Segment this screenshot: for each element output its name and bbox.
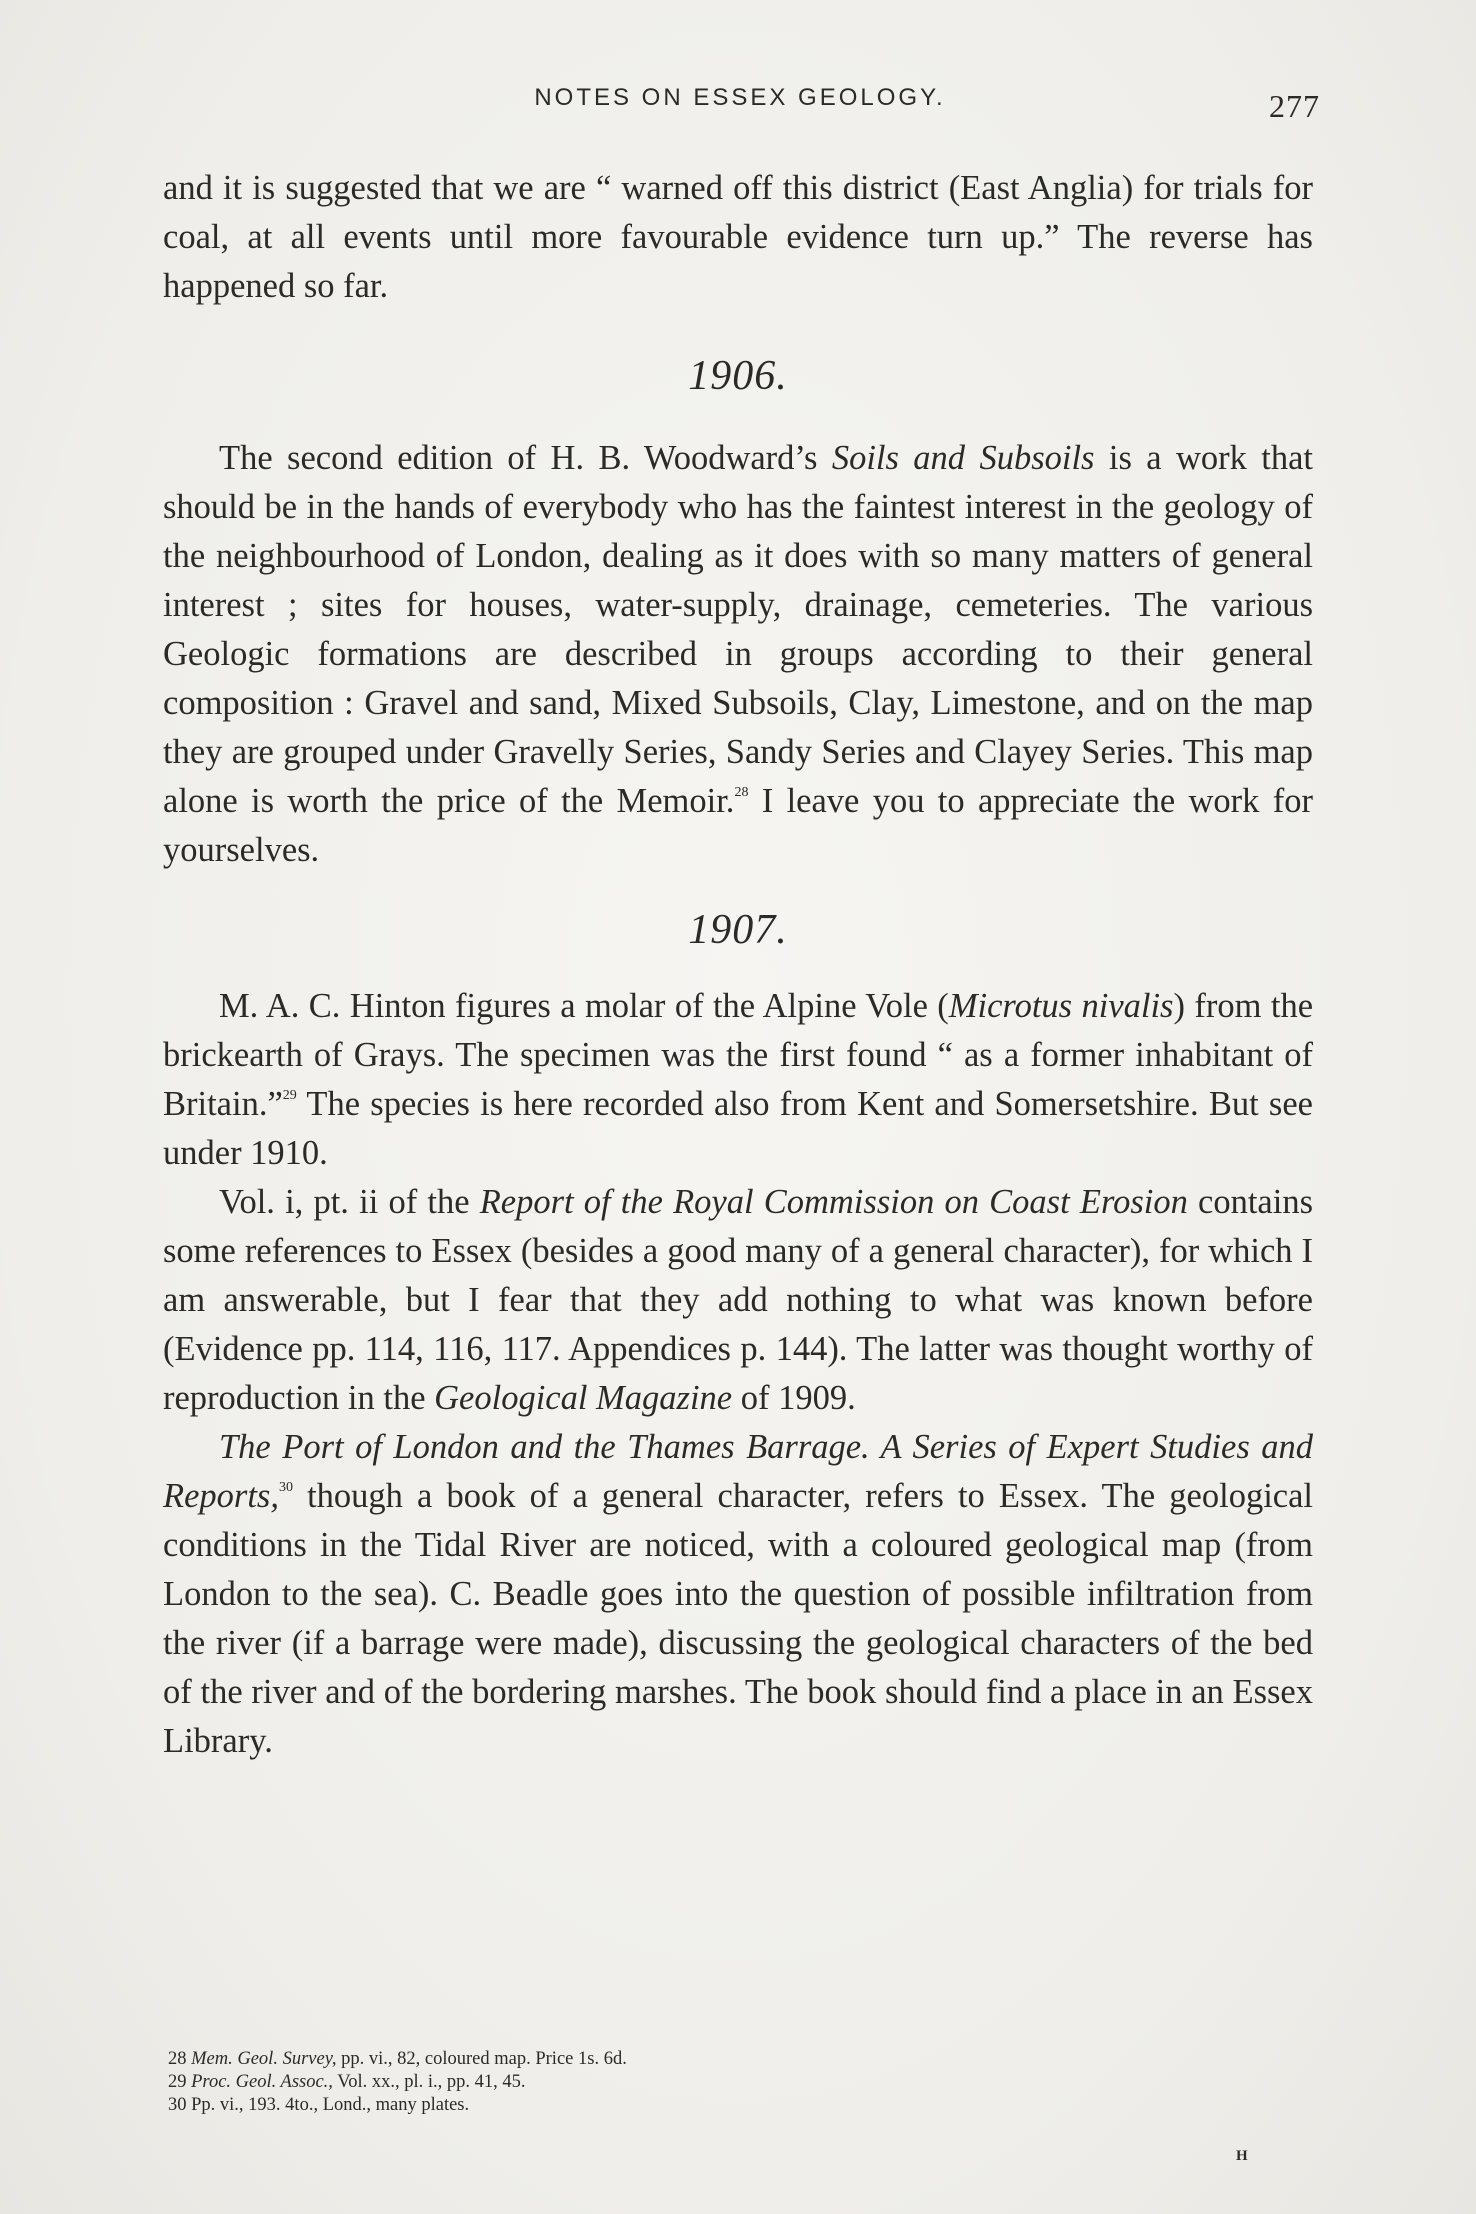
year-heading-1907: 1907. — [688, 907, 788, 953]
text-span: ) from the brickearth of Grays. The specimen was the first found “ as a former inhabitant of Britain.” — [163, 987, 1314, 1123]
year-heading-1906: 1906. — [688, 353, 788, 399]
footnote-29 — [168, 2071, 1168, 2094]
paragraph-coast-erosion — [163, 1178, 1313, 1423]
footnote-ref-28: 28 — [734, 785, 749, 800]
footnote-text: Pp. vi., 193. 4to., Lond., many plates. — [191, 2095, 470, 2115]
running-head: NOTES ON ESSEX GEOLOGY. — [534, 84, 946, 111]
paragraph-soils-and-subsoils — [163, 434, 1313, 875]
footnote-text: Vol. xx., pl. i., pp. 41, 45. — [332, 2072, 526, 2092]
text-span: though a book of a general character, refers to Essex. The geological conditions in the Tidal River are noticed, with a coloured geological map (from London to the sea). C. Beadle goes into the question of possible infiltration from the river (if a barrage were made), discussing the geological characters of the bed of the river and of the bordering marshes. The book should find a place in an Essex Library. — [163, 1477, 1313, 1760]
book-title: Soils and Subsoils — [831, 439, 1095, 477]
text-span: The second edition of H. B. Woodward’s — [219, 439, 832, 477]
text-span: Vol. i, pt. ii of the — [219, 1183, 480, 1221]
footnote-number: 28 — [168, 2049, 187, 2069]
body-text — [163, 164, 1313, 1766]
text-span: of 1909. — [732, 1379, 856, 1417]
text-span: I leave you to appreciate the work for yourselves. — [163, 782, 1313, 869]
paragraph-continuation: and it is suggested that we are “ warned off this district (East Anglia) for trials for coal, at all events until more favourable evidence turn up.” The reverse has happened so far. — [163, 169, 1313, 305]
text-span: contains some references to Essex (besides a good many of a general character), for which I am answerable, but I fear that they add nothing to what was known before (Evidence pp. 114, 116, 117. Appendices p. 144). The latter was thought worthy of reproduction in the — [163, 1183, 1314, 1417]
text-span: is a work that should be in the hands of everybody who has the faintest interest in the geology of the neighbourhood of London, dealing as it does with so many matters of general interest ; sites for houses, water-supply, drainage, cemeteries. The various Geologic formations are described in groups according to their general composition : Gravel and sand, Mixed Subsoils, Clay, Limestone, and on the map they are grouped under Gravelly Series, Sandy Series and Clayey Series. This map alone is worth the price of the Memoir. — [163, 439, 1313, 820]
report-title: Report of the Royal Commission on Coast Erosion — [479, 1183, 1188, 1221]
text-span: M. A. C. Hinton figures a molar of the Alpine Vole ( — [219, 987, 949, 1025]
footnote-text: pp. vi., 82, coloured map. Price 1s. 6d. — [336, 2049, 627, 2069]
footnote-number: 30 — [168, 2095, 187, 2115]
footnote-30 — [168, 2094, 1168, 2117]
paragraph-port-of-london — [163, 1423, 1313, 1766]
footnote-ref-29: 29 — [282, 1088, 297, 1103]
book-title: The Port of London and the Thames Barrage. A Series of Expert Studies and Reports, — [163, 1428, 1313, 1515]
paragraph-alpine-vole — [163, 982, 1313, 1178]
footnote-source: Mem. Geol. Survey, — [191, 2049, 337, 2069]
magazine-title: Geological Magazine — [434, 1379, 733, 1417]
page-header — [160, 82, 1320, 122]
text-span: The species is here recorded also from Kent and Somersetshire. But see under 1910. — [163, 1085, 1313, 1172]
footnote-28 — [168, 2048, 1168, 2071]
page-number: 277 — [1269, 88, 1320, 124]
signature-mark: H — [1236, 2148, 1248, 2164]
footnote-source: Proc. Geol. Assoc., — [191, 2072, 333, 2092]
footnotes — [168, 2048, 1168, 2117]
footnote-ref-30: 30 — [278, 1480, 293, 1495]
footnote-number: 29 — [168, 2072, 187, 2092]
species-name: Microtus nivalis — [948, 987, 1174, 1025]
